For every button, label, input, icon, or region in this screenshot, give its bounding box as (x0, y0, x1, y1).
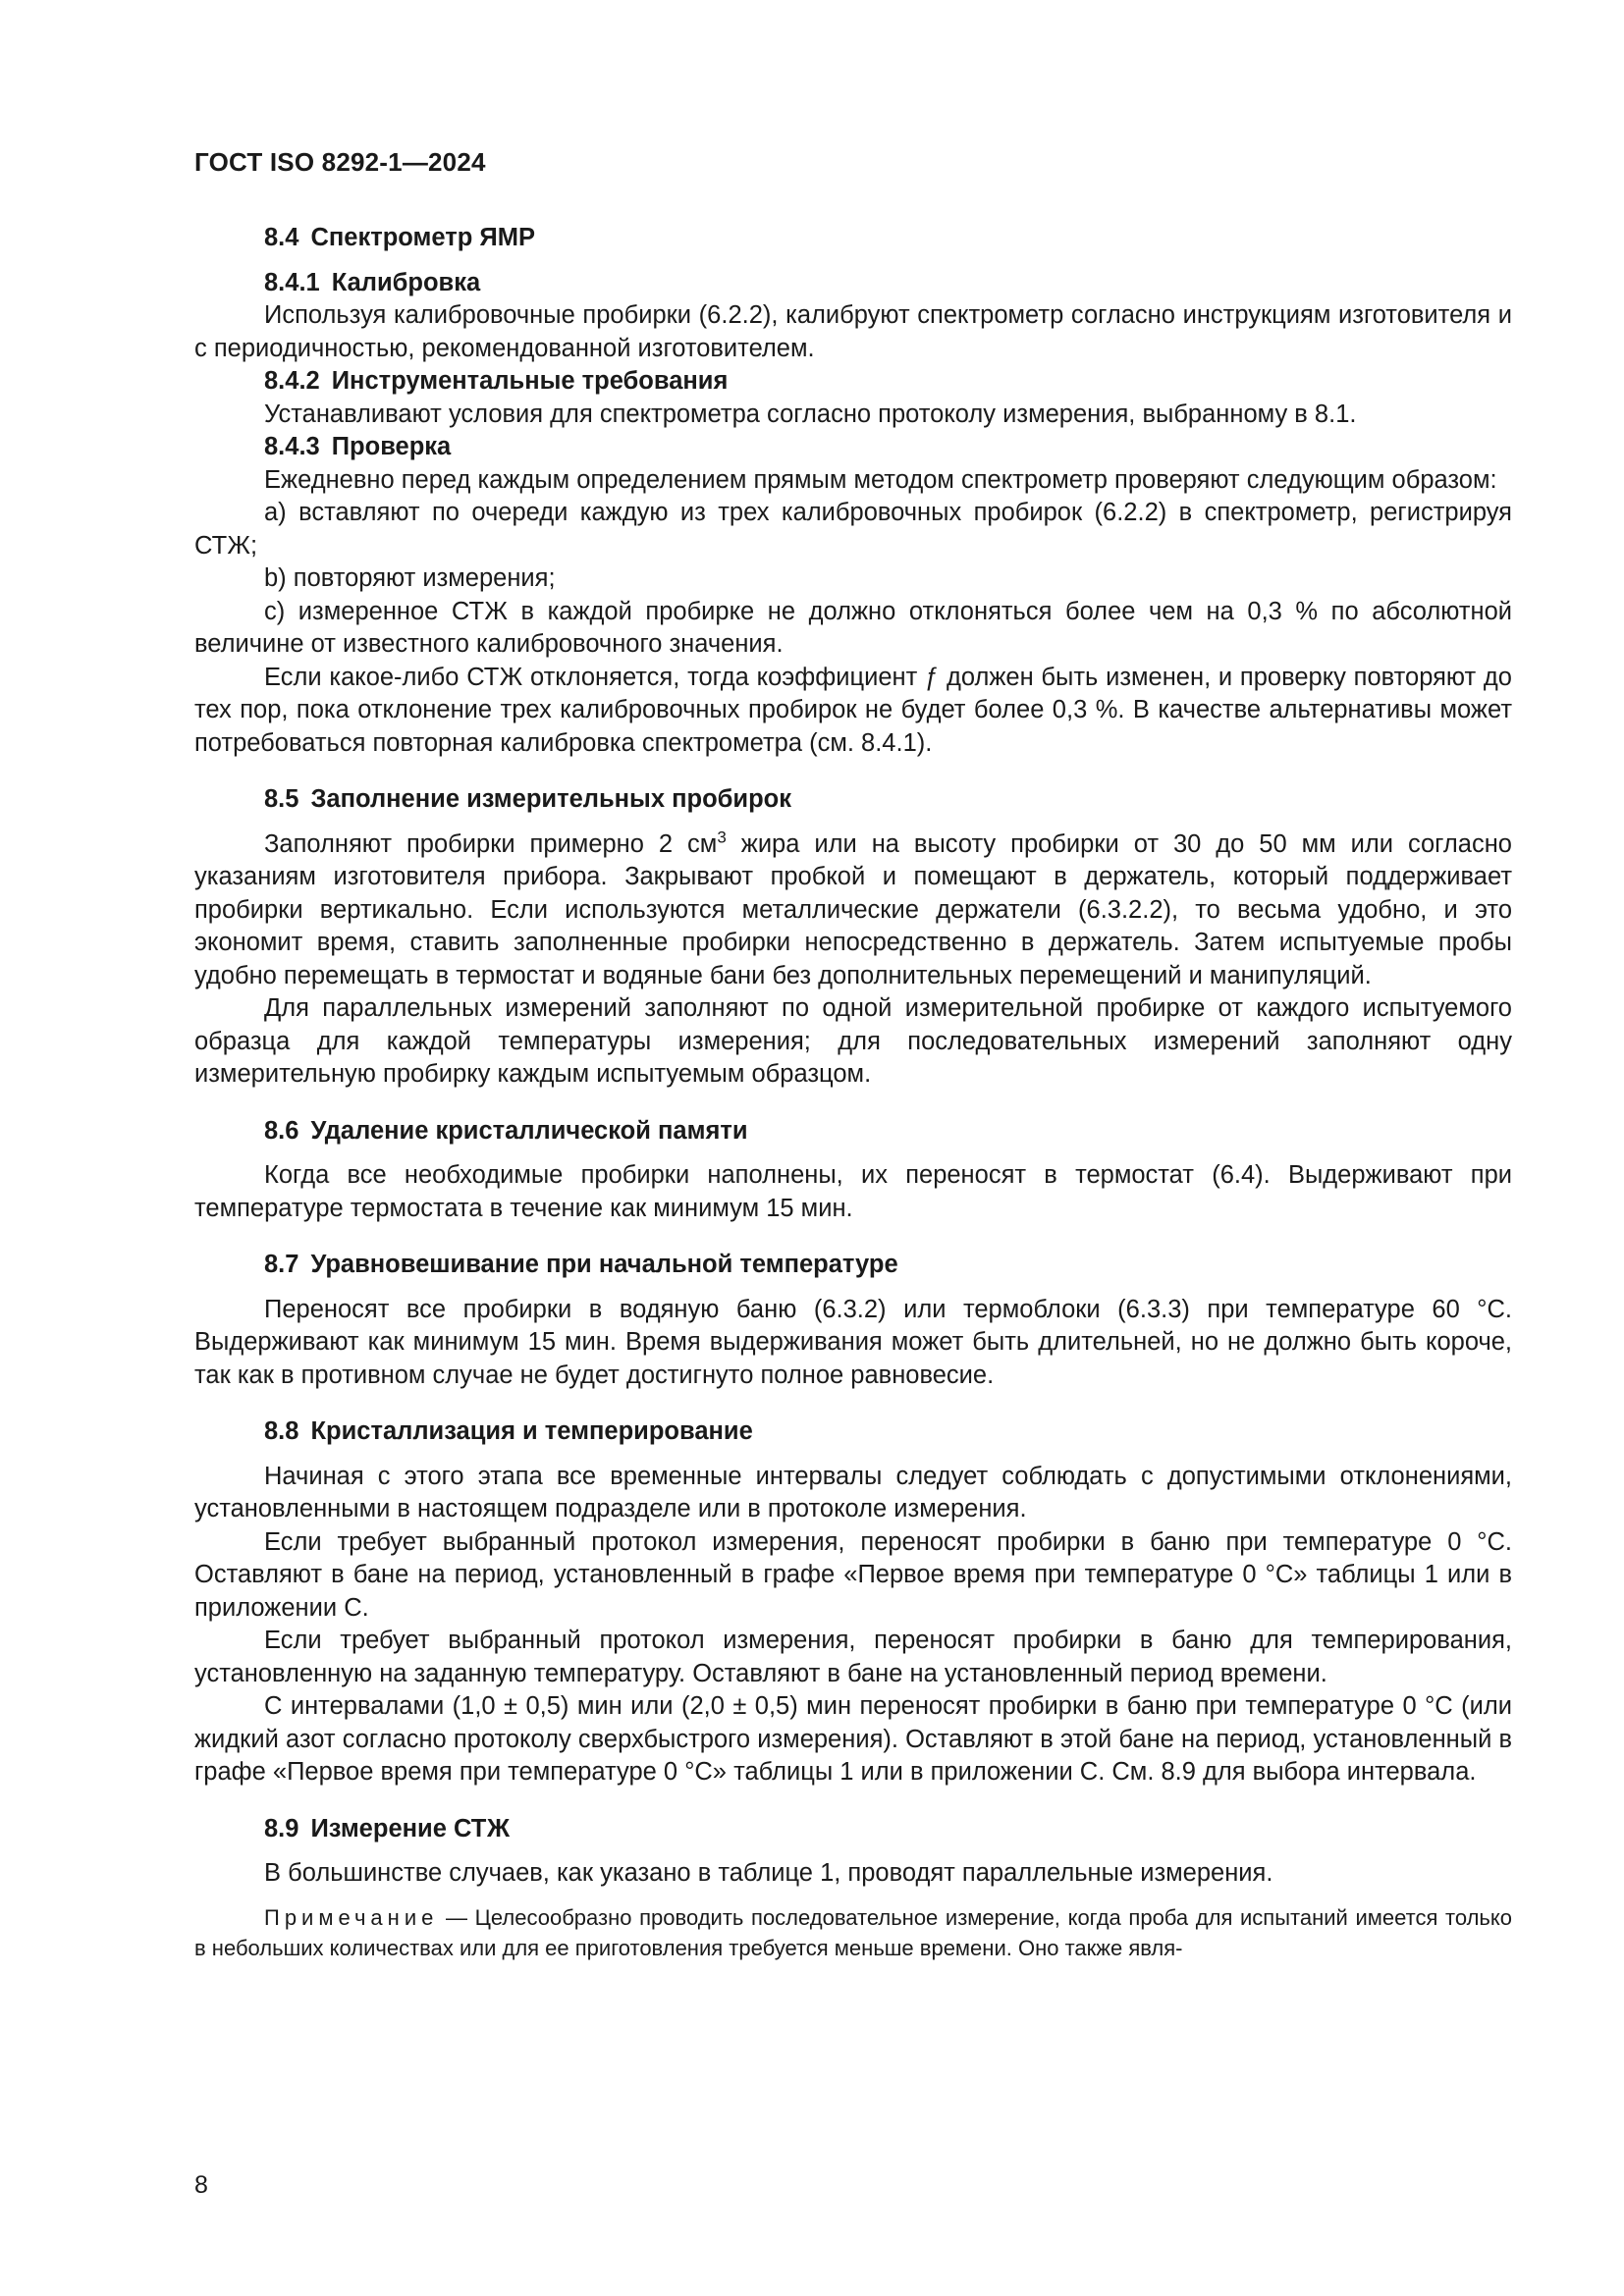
section-title: Заполнение измерительных пробирок (310, 785, 791, 813)
section-number: 8.4.3 (264, 433, 320, 460)
section-number: 8.4.1 (264, 268, 320, 296)
section-number: 8.5 (264, 785, 299, 813)
paragraph: Ежедневно перед каждым определением прямым методом спектрометр проверяют следующим образом: (264, 465, 1497, 494)
section-title: Измерение СТЖ (310, 1814, 511, 1842)
paragraph: Используя калибровочные пробирки (6.2.2), калибруют спектрометр согласно инструкциям изготовителя и с периодичностью, рекомендованной изготовителем. (194, 301, 1512, 362)
paragraph (194, 828, 1512, 993)
section-title: Кристаллизация и темперирование (310, 1417, 753, 1445)
section-8-9-heading (194, 1813, 1512, 1846)
paragraph: Переносят все пробирки в водяную баню (6.3.2) или термоблоки (6.3.3) при температуре 60 °С. Выдерживают как минимум 15 мин. Время выдерживания может быть длительней, но не должно быть короче, так как в противном случае не будет достигнуто полное равновесие. (194, 1295, 1512, 1389)
paragraph-text-end: жира или на высоту пробирки от 30 до 50 мм или согласно указаниям изготовителя прибора. Закрывают пробкой и помещают в держатель, который поддерживает пробирки вертикально. Если используются металлические держатели (6.3.2.2), то весьма удобно, и это экономит время, ставить заполненные пробирки непосредственно в держатель. Затем испытуемые пробы удобно перемещать в термостат и водяные бани без дополнительных перемещений и манипуляций. (194, 829, 1512, 989)
superscript: 3 (717, 828, 727, 846)
section-8-4-heading (194, 222, 1512, 255)
document-body (194, 222, 1512, 1963)
section-8-8-heading (194, 1415, 1512, 1449)
section-number: 8.8 (264, 1417, 299, 1445)
paragraph: Устанавливают условия для спектрометра согласно протоколу измерения, выбранному в 8.1. (264, 400, 1357, 428)
section-8-5-heading (194, 783, 1512, 817)
paragraph: Если какое-либо СТЖ отклоняется, тогда коэффициент ƒ должен быть изменен, и проверку повторяют до тех пор, пока отклонение трех калибровочных пробирок не будет более 0,3 %. В качестве альтернативы может потребоваться повторная калибровка спектрометра (см. 8.4.1). (194, 663, 1512, 757)
section-number: 8.9 (264, 1814, 299, 1842)
paragraph: Начиная с этого этапа все временные интервалы следует соблюдать с допустимыми отклонениями, установленными в настоящем подразделе или в протоколе измерения. (194, 1462, 1512, 1522)
note (194, 1902, 1512, 1963)
section-title: Калибровка (331, 268, 481, 296)
paragraph: Если требует выбранный протокол измерения, переносят пробирки в баню для темперирования, установленную на заданную температуру. Оставляют в бане на установленный период времени. (194, 1627, 1512, 1687)
note-text: — Целесообразно проводить последовательное измерение, когда проба для испытаний имеется только в небольших количествах или для ее приготовления требуется меньше времени. Оно также явля- (194, 1904, 1512, 1960)
paragraph: Когда все необходимые пробирки наполнены, их переносят в термостат (6.4). Выдерживают при температуре термостата в течение как минимум 15 мин. (194, 1161, 1512, 1222)
section-number: 8.7 (264, 1251, 299, 1278)
paragraph: Для параллельных измерений заполняют по одной измерительной пробирке от каждого испытуемого образца для каждой температуры измерения; для последовательных измерений заполняют одну измерительную пробирку каждым испытуемым образцом. (194, 994, 1512, 1088)
note-label: Примечание (264, 1904, 439, 1930)
document-header: ГОСТ ISO 8292-1—2024 (194, 147, 486, 177)
list-item: b) повторяют измерения; (264, 564, 556, 592)
paragraph-text-start: Заполняют пробирки примерно 2 см (264, 829, 718, 858)
list-item: a) вставляют по очереди каждую из трех калибровочных пробирок (6.2.2) в спектрометр, регистрируя СТЖ; (194, 499, 1512, 560)
paragraph: Если требует выбранный протокол измерения, переносят пробирки в баню при температуре 0 °С. Оставляют в бане на период, установленный в графе «Первое время при температуре 0 °С» таблицы 1 или в приложении С. (194, 1527, 1512, 1622)
section-8-4-2-heading (194, 365, 1512, 399)
paragraph: С интервалами (1,0 ± 0,5) мин или (2,0 ± 0,5) мин переносят пробирки в баню при температуре 0 °С (или жидкий азот согласно протоколу сверхбыстрого измерения). Оставляют в этой бане на период, установленный в графе «Первое время при температуре 0 °С» таблицы 1 или в приложении С. См. 8.9 для выбора интервала. (194, 1692, 1512, 1786)
paragraph: В большинстве случаев, как указано в таблице 1, проводят параллельные измерения. (264, 1859, 1273, 1887)
section-title: Проверка (331, 433, 452, 460)
section-title: Спектрометр ЯМР (310, 224, 535, 251)
section-8-6-heading (194, 1115, 1512, 1148)
section-title: Инструментальные требования (331, 367, 729, 395)
section-8-4-1-heading (194, 267, 1512, 300)
page-number: 8 (194, 2171, 208, 2199)
section-title: Удаление кристаллической памяти (310, 1116, 748, 1145)
section-number: 8.4.2 (264, 367, 320, 395)
section-8-7-heading (194, 1249, 1512, 1282)
section-number: 8.4 (264, 224, 299, 251)
section-number: 8.6 (264, 1116, 299, 1145)
section-8-4-3-heading (194, 431, 1512, 464)
list-item: c) измеренное СТЖ в каждой пробирке не должно отклоняться более чем на 0,3 % по абсолютной величине от известного калибровочного значения. (194, 597, 1512, 658)
section-title: Уравновешивание при начальной температуре (310, 1251, 898, 1278)
